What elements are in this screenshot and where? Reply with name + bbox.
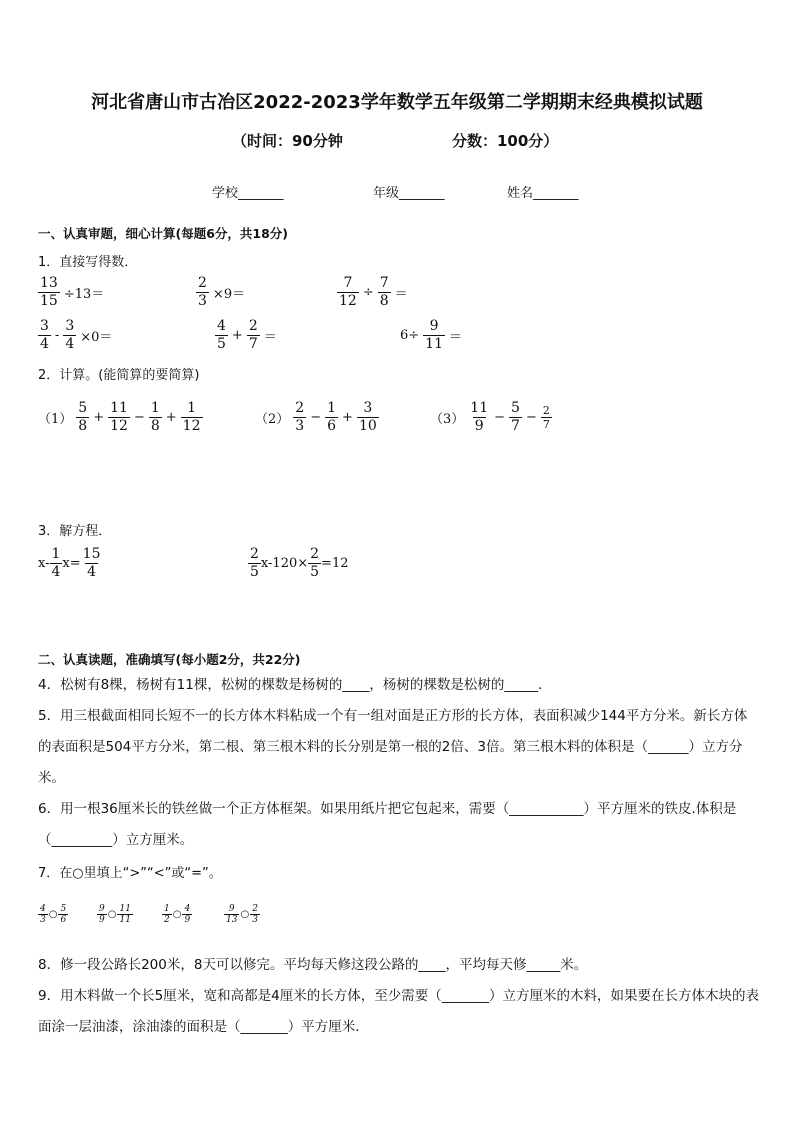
fraction: $\frac{1}{2}$ [164, 904, 170, 925]
q2-problem-2: （2） $\frac{2}{3}$ − $\frac{1}{6}$ + $\frac{3}{10}$ [255, 400, 377, 434]
fraction: $\frac{9}{11}$ [425, 318, 443, 352]
fraction: $\frac{2}{7}$ [542, 404, 550, 431]
answer-blank[interactable]: _____ [504, 677, 539, 693]
compare-circle[interactable]: ○ [172, 909, 182, 920]
fraction: $\frac{1}{12}$ [182, 400, 201, 434]
q1-item-4: $\frac{3}{4}$ - $\frac{3}{4}$ ×0＝ [40, 318, 113, 352]
page-title: 河北省唐山市古冶区2022-2023学年数学五年级第二学期期末经典模拟试题 [91, 92, 703, 113]
question-6: 6．用一根36厘米长的铁丝做一个正方体框架。如果用纸片把它包起来，需要（___________）平方厘米的铁皮.体积是（_________）立方厘米。 [38, 801, 737, 848]
fraction: $\frac{3}{4}$ [65, 318, 75, 352]
fraction: $\frac{5}{7}$ [511, 400, 520, 434]
fraction: $\frac{11}{11}$ [119, 904, 131, 925]
fraction: $\frac{2}{3}$ [198, 275, 207, 309]
fraction: $\frac{13}{15}$ [40, 275, 58, 309]
q7-compare-3 [162, 904, 192, 925]
school-field [212, 182, 284, 201]
section-1-header: 一、认真审题，细心计算(每题6分，共18分) [38, 226, 289, 241]
fraction: $\frac{5}{6}$ [60, 904, 67, 925]
q2-label: 2．计算。(能简算的要简算) [38, 368, 200, 383]
q1-item-3: $\frac{7}{12}$ ÷ $\frac{7}{8}$ ＝ [339, 275, 408, 309]
compare-circle[interactable]: ○ [240, 909, 250, 920]
fraction: $\frac{2}{5}$ [250, 546, 259, 580]
fraction: $\frac{1}{8}$ [150, 400, 160, 434]
grade-field [373, 182, 445, 201]
q7-compare-1 [38, 904, 68, 925]
grade-label: 年级 [373, 186, 400, 201]
section-2-header: 二、认真读题，准确填写(每小题2分，共22分) [38, 652, 301, 667]
name-label: 姓名 [507, 186, 534, 201]
name-field [507, 182, 579, 201]
fraction: $\frac{15}{4}$ [82, 546, 101, 580]
fraction: $\frac{4}{3}$ [40, 904, 46, 925]
fraction: $\frac{11}{12}$ [110, 400, 128, 434]
question-8: 8．修一段公路长200米，8天可以修完。平均每天修这段公路的____，平均每天修_____米。 [38, 957, 588, 973]
q3-label: 3．解方程． [38, 524, 112, 539]
exam-score: 分数：100分） [452, 132, 559, 150]
fraction: $\frac{2}{5}$ [310, 546, 320, 580]
fraction: $\frac{9}{9}$ [99, 904, 105, 925]
q7-compare-2 [97, 904, 133, 925]
q7-label: 7．在○里填上“>”“<”或“=”。 [38, 866, 222, 881]
fraction: $\frac{1}{4}$ [51, 546, 61, 580]
q1-item-5: $\frac{4}{5}$ + $\frac{2}{7}$ ＝ [217, 318, 277, 352]
exam-time: （时间：90分钟 [232, 132, 343, 150]
question-5: 5．用三根截面相同长短不一的长方体木料粘成一个有一组对面是正方形的长方体，表面积减少144平方分米。新长方体的表面积是504平方分米，第二根、第三根木料的长分别是第一根的2倍、3倍。第三根木料的体积是（______）立方分米。 [38, 708, 748, 786]
compare-circle[interactable]: ○ [48, 909, 58, 920]
name-blank: _______ [533, 186, 579, 201]
compare-circle[interactable]: ○ [107, 909, 117, 920]
fraction: $\frac{1}{6}$ [327, 400, 337, 434]
fraction: $\frac{7}{12}$ [339, 275, 357, 309]
q1-item-2: $\frac{2}{3}$ ×9＝ [198, 275, 246, 309]
school-blank: _______ [238, 186, 284, 201]
q1-label: 1．直接写得数． [38, 255, 138, 270]
fraction: $\frac{3}{4}$ [40, 318, 49, 352]
school-label: 学校 [212, 186, 239, 201]
question-4: 4．松树有8棵，杨树有11棵，松树的棵数是杨树的____，杨树的棵数是松树的_____． [38, 677, 552, 693]
q3-equation-2: $\frac{2}{5}$ x-120× $\frac{2}{5}$ =12 [250, 546, 349, 580]
fraction: $\frac{11}{9}$ [470, 400, 489, 434]
fraction: $\frac{5}{8}$ [78, 400, 88, 434]
q3-equation-1: x- $\frac{1}{4}$ x= $\frac{15}{4}$ [38, 546, 101, 580]
q1-item-6: 6÷ $\frac{9}{11}$ ＝ [400, 318, 463, 352]
grade-blank: _______ [399, 186, 445, 201]
fraction: $\frac{2}{3}$ [252, 904, 258, 925]
q2-problem-3: （3） $\frac{11}{9}$ − $\frac{5}{7}$ − $\frac{2}{7}$ [430, 400, 550, 434]
fraction: $\frac{3}{10}$ [358, 400, 377, 434]
answer-blank[interactable]: ____ [342, 677, 370, 693]
fraction: $\frac{4}{5}$ [217, 318, 226, 352]
q2-problem-1: （1） $\frac{5}{8}$ + $\frac{11}{12}$ − $\frac{1}{8}$ + $\frac{1}{12}$ [38, 400, 201, 434]
fraction: $\frac{9}{13}$ [226, 904, 238, 925]
question-9: 9．用木料做一个长5厘米，宽和高都是4厘米的长方体，至少需要（_______）立方厘米的木料，如果要在长方体木块的表面涂一层油漆，涂油漆的面积是（_______）平方厘米． [38, 988, 760, 1035]
fraction: $\frac{2}{7}$ [248, 318, 258, 352]
q7-compare-4 [224, 904, 260, 925]
q1-item-1: $\frac{13}{15}$ ÷13＝ [40, 275, 105, 309]
answer-blank[interactable]: _____ [526, 957, 561, 973]
answer-blank[interactable]: ____ [418, 957, 446, 973]
fraction: $\frac{7}{8}$ [379, 275, 389, 309]
fraction: $\frac{2}{3}$ [295, 400, 305, 434]
fraction: $\frac{4}{9}$ [184, 904, 191, 925]
